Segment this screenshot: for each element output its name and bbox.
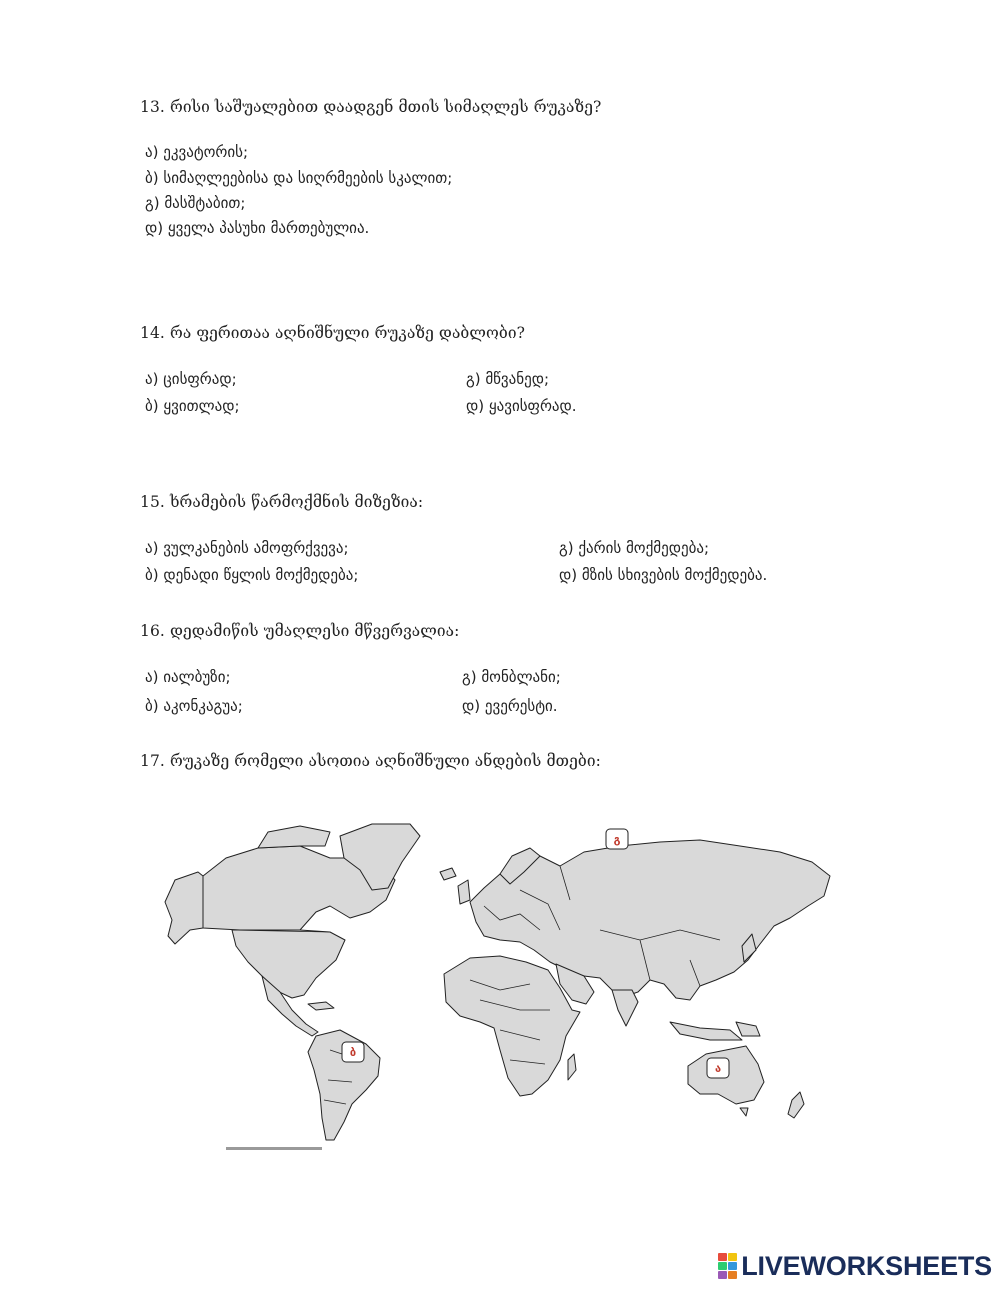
q13-option-b: ბ) სიმაღლეებისა და სიღრმეების სკალით; — [145, 169, 453, 187]
madagascar — [568, 1054, 576, 1080]
q13-option-a: ა) ეკვატორის; — [145, 143, 249, 161]
question-14: 14. რა ფერითაა აღნიშნული რუკაზე დაბლობი? — [140, 324, 526, 342]
marker-australia-label: ა — [714, 1062, 722, 1075]
q15-option-a: ა) ვულკანების ამოფრქვევა; — [145, 539, 349, 557]
q14-option-g: გ) მწვანედ; — [466, 370, 550, 388]
q15-option-b: ბ) დენადი წყლის მოქმედება; — [145, 566, 359, 584]
indonesia — [670, 1022, 742, 1040]
q16-option-d: დ) ევერესტი. — [462, 697, 558, 715]
marker-south-america — [342, 1042, 364, 1062]
q14-option-d: დ) ყავისფრად. — [466, 397, 577, 415]
tasmania — [740, 1108, 748, 1116]
q15-option-d: დ) მზის სხივების მოქმედება. — [559, 566, 768, 584]
q13-option-g: გ) მასშტაბით; — [145, 194, 246, 212]
q16-option-a: ა) იალბუზი; — [145, 668, 231, 686]
q13-option-d: დ) ყველა პასუხი მართებულია. — [145, 219, 370, 237]
iceland — [440, 868, 456, 880]
india — [612, 990, 638, 1026]
question-15: 15. ხრამების წარმოქმნის მიზეზია: — [140, 493, 424, 511]
question-17: 17. რუკაზე რომელი ასოთია აღნიშნული ანდების მთები: — [140, 752, 601, 770]
marker-australia — [707, 1058, 729, 1078]
world-map — [140, 820, 840, 1160]
logo-blocks-icon — [718, 1253, 737, 1279]
arctic-islands — [258, 826, 330, 848]
liveworksheets-logo — [718, 1251, 992, 1281]
q16-option-g: გ) მონბლანი; — [462, 668, 561, 686]
alaska-region — [165, 872, 203, 944]
marker-south-america-label: ბ — [349, 1046, 357, 1059]
q16-option-b: ბ) აკონკაგუა; — [145, 697, 243, 715]
logo-text: LIVEWORKSHEETS — [741, 1250, 992, 1281]
q15-option-g: გ) ქარის მოქმედება; — [559, 539, 710, 557]
map-scale-bar — [226, 1147, 322, 1150]
caribbean — [308, 1002, 334, 1010]
q14-option-a: ა) ცისფრად; — [145, 370, 237, 388]
question-13: 13. რისი საშუალებით დაადგენ მთის სიმაღლეს რუკაზე? — [140, 98, 602, 116]
new-guinea — [736, 1022, 760, 1036]
question-16: 16. დედამიწის უმაღლესი მწვერვალია: — [140, 622, 460, 640]
uk — [458, 880, 470, 904]
usa-mexico — [232, 930, 345, 998]
q14-option-b: ბ) ყვითლად; — [145, 397, 240, 415]
marker-russia-label: გ — [613, 833, 621, 846]
new-zealand — [788, 1092, 804, 1118]
marker-russia — [606, 829, 628, 849]
